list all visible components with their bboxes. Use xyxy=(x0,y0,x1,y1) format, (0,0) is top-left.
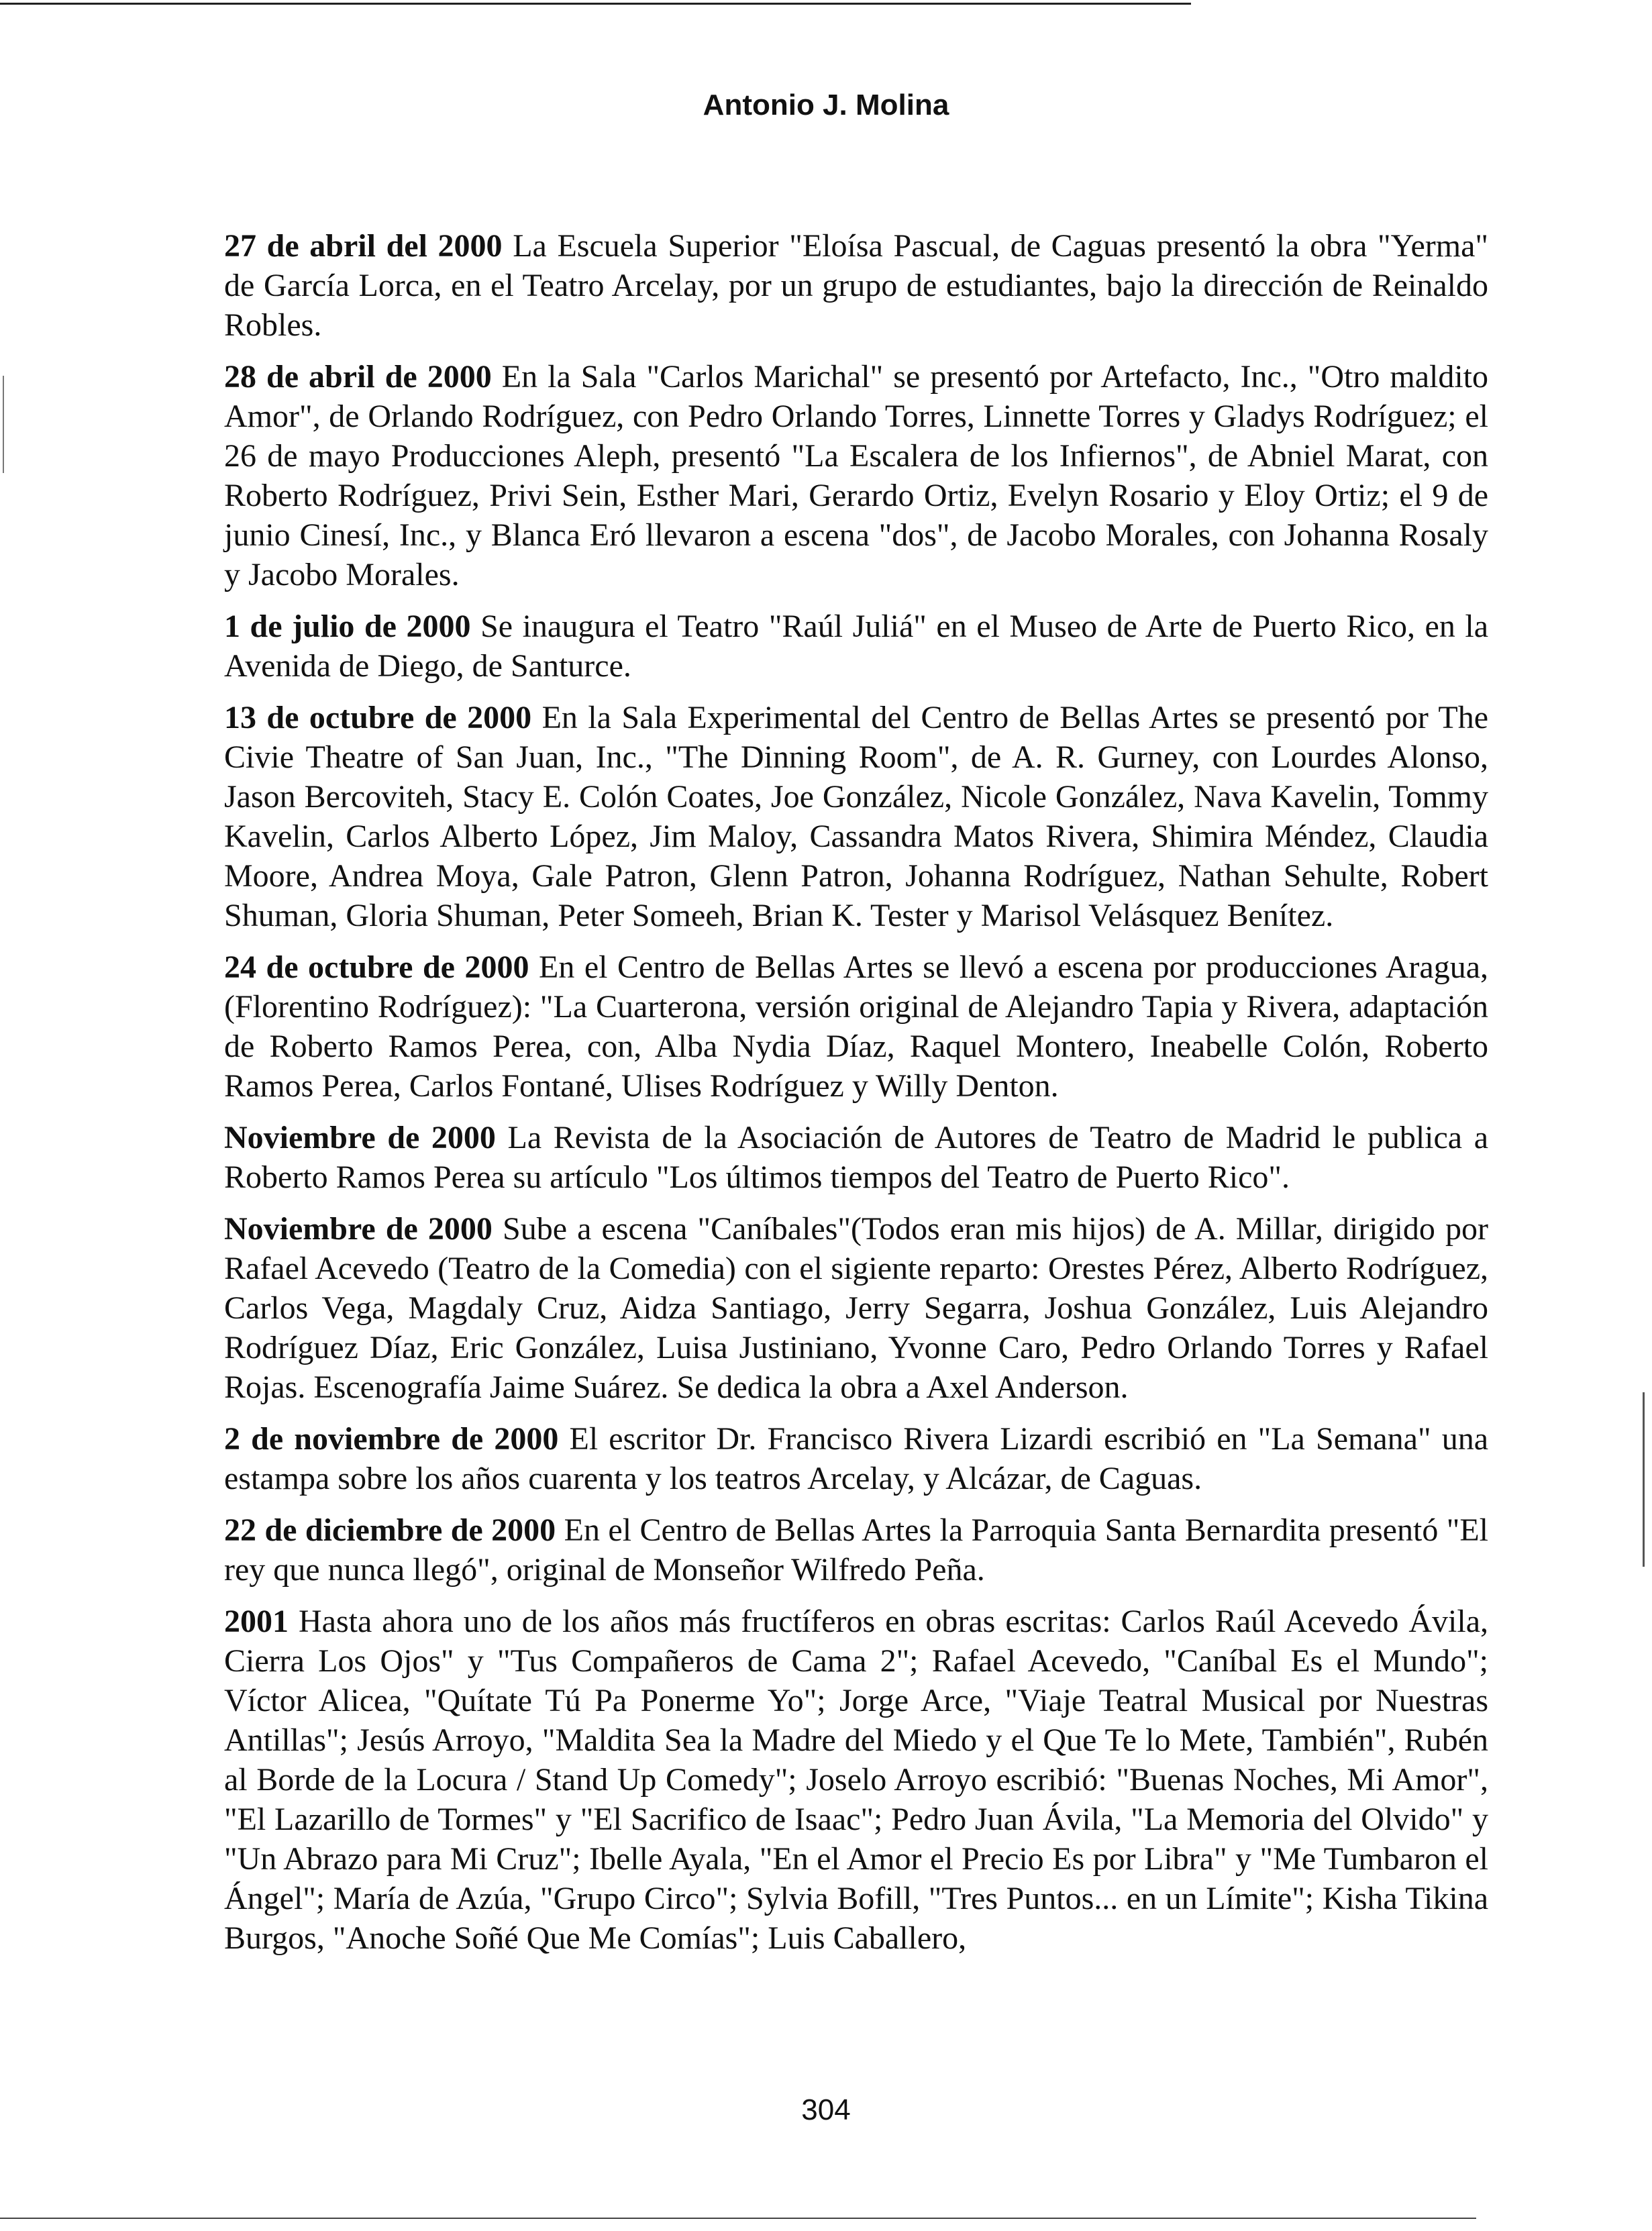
entry-text: Sube a escena "Caníbales"(Todos eran mis hijos) de A. Millar, dirigido por Rafael Acevedo (Teatro de la Comedia) con el sigiente reparto: Orestes Pérez, Alberto Rodríguez, Carlos Vega, Magdaly Cruz, Aidza Santiago, Jerry Segarra, Joshua González, Luis Alejandro Rodríguez Díaz, Eric González, Luisa Justiniano, Yvonne Caro, Pedro Orlando Torres y Rafael Rojas. Escenografía Jaime Suárez. Se dedica la obra a Axel Anderson. xyxy=(224,1211,1489,1405)
running-header-author: Antonio J. Molina xyxy=(703,89,949,121)
entry-date: 24 de octubre de 2000 xyxy=(224,949,529,985)
entry-text: El escritor Dr. Francisco Rivera Lizardi escribió en "La Semana" una estampa sobre los años cuarenta y los teatros Arcelay, y Alcázar, de Caguas. xyxy=(224,1421,1488,1496)
chronology-entry xyxy=(224,1510,1488,1590)
chronology-entry xyxy=(224,1419,1488,1498)
chronology-entry xyxy=(224,698,1488,935)
scan-mark-right xyxy=(1643,1392,1645,1567)
chronology-entry xyxy=(224,947,1488,1106)
entry-date: 2001 xyxy=(224,1604,289,1639)
page-number: 304 xyxy=(801,2093,851,2126)
chronology-entry xyxy=(224,357,1488,594)
entry-date: 28 de abril de 2000 xyxy=(224,359,492,395)
entry-text: Hasta ahora uno de los años más fructíferos en obras escritas: Carlos Raúl Acevedo Ávila, Cierra Los Ojos" y "Tus Compañeros de Cama 2"; Rafael Acevedo, "Caníbal Es el Mundo"; Víctor Alicea, "Quítate Tú Pa Ponerme Yo"; Jorge Arce, "Viaje Teatral Musical por Nuestras Antillas"; Jesús Arroyo, "Maldita Sea la Madre del Miedo y el Que Te lo Mete, También", Rubén al Borde de la Locura / Stand Up Comedy"; Joselo Arroyo escribió: "Buenas Noches, Mi Amor", "El Lazarillo de Tormes" y "El Sacrifico de Isaac"; Pedro Juan Ávila, "La Memoria del Olvido" y "Un Abrazo para Mi Cruz"; Ibelle Ayala, "En el Amor el Precio Es por Libra" y "Me Tumbaron el Ángel"; María de Azúa, "Grupo Circo"; Sylvia Bofill, "Tres Puntos... en un Límite"; Kisha Tikina Burgos, "Anoche Soñé Que Me Comías"; Luis Caballero, xyxy=(224,1604,1488,1956)
entry-date: 2 de noviembre de 2000 xyxy=(224,1421,559,1457)
entry-date: 27 de abril del 2000 xyxy=(224,228,503,264)
chronology-entry xyxy=(224,1118,1488,1197)
chronology-entry xyxy=(224,607,1488,686)
entry-text: Se inaugura el Teatro "Raúl Juliá" en el Museo de Arte de Puerto Rico, en la Avenida de Diego, de Santurce. xyxy=(224,609,1489,684)
entry-text: La Revista de la Asociación de Autores de Teatro de Madrid le publica a Roberto Ramos Perea su artículo "Los últimos tiempos del Teatro de Puerto Rico". xyxy=(224,1120,1489,1195)
chronology-entry xyxy=(224,1209,1488,1407)
chronology-body xyxy=(224,226,1488,1970)
chronology-entry xyxy=(224,226,1488,345)
scan-mark-left-bottom xyxy=(3,436,4,473)
entry-text: La Escuela Superior "Eloísa Pascual, de Caguas presentó la obra "Yerma" de García Lorca, en el Teatro Arcelay, por un grupo de estudiantes, bajo la dirección de Reinaldo Robles. xyxy=(224,228,1489,343)
entry-text: En el Centro de Bellas Artes la Parroquia Santa Bernardita presentó "El rey que nunca llegó", original de Monseñor Wilfredo Peña. xyxy=(224,1512,1489,1588)
entry-date: Noviembre de 2000 xyxy=(224,1211,493,1247)
scan-mark-left-top xyxy=(3,376,4,436)
entry-date: 1 de julio de 2000 xyxy=(224,609,471,644)
entry-text: En la Sala Experimental del Centro de Bellas Artes se presentó por The Civie Theatre of San Juan, Inc., "The Dinning Room", de A. R. Gurney, con Lourdes Alonso, Jason Bercoviteh, Stacy E. Colón Coates, Joe González, Nicole González, Nava Kavelin, Tommy Kavelin, Carlos Alberto López, Jim Maloy, Cassandra Matos Rivera, Shimira Méndez, Claudia Moore, Andrea Moya, Gale Patron, Glenn Patron, Johanna Rodríguez, Nathan Sehulte, Robert Shuman, Gloria Shuman, Peter Someeh, Brian K. Tester y Marisol Velásquez Benítez. xyxy=(224,700,1489,933)
entry-date: 22 de diciembre de 2000 xyxy=(224,1512,556,1548)
entry-date: 13 de octubre de 2000 xyxy=(224,700,532,735)
entry-date: Noviembre de 2000 xyxy=(224,1120,496,1155)
entry-text: En la Sala "Carlos Marichal" se presentó por Artefacto, Inc., "Otro maldito Amor", de Orlando Rodríguez, con Pedro Orlando Torres, Linnette Torres y Gladys Rodríguez; el 26 de mayo Producciones Aleph, presentó "La Escalera de los Infiernos", de Abniel Marat, con Roberto Rodríguez, Privi Sein, Esther Mari, Gerardo Ortiz, Evelyn Rosario y Eloy Ortiz; el 9 de junio Cinesí, Inc., y Blanca Eró llevaron a escena "dos", de Jacobo Morales, con Johanna Rosaly y Jacobo Morales. xyxy=(224,359,1489,592)
top-rule xyxy=(0,3,1191,5)
chronology-entry xyxy=(224,1602,1488,1958)
bottom-rule xyxy=(0,2218,1476,2219)
entry-text: En el Centro de Bellas Artes se llevó a escena por producciones Aragua, (Florentino Rodríguez): "La Cuarterona, versión original de Alejandro Tapia y Rivera, adaptación de Roberto Ramos Perea, con, Alba Nydia Díaz, Raquel Montero, Ineabelle Colón, Roberto Ramos Perea, Carlos Fontané, Ulises Rodríguez y Willy Denton. xyxy=(224,949,1489,1104)
